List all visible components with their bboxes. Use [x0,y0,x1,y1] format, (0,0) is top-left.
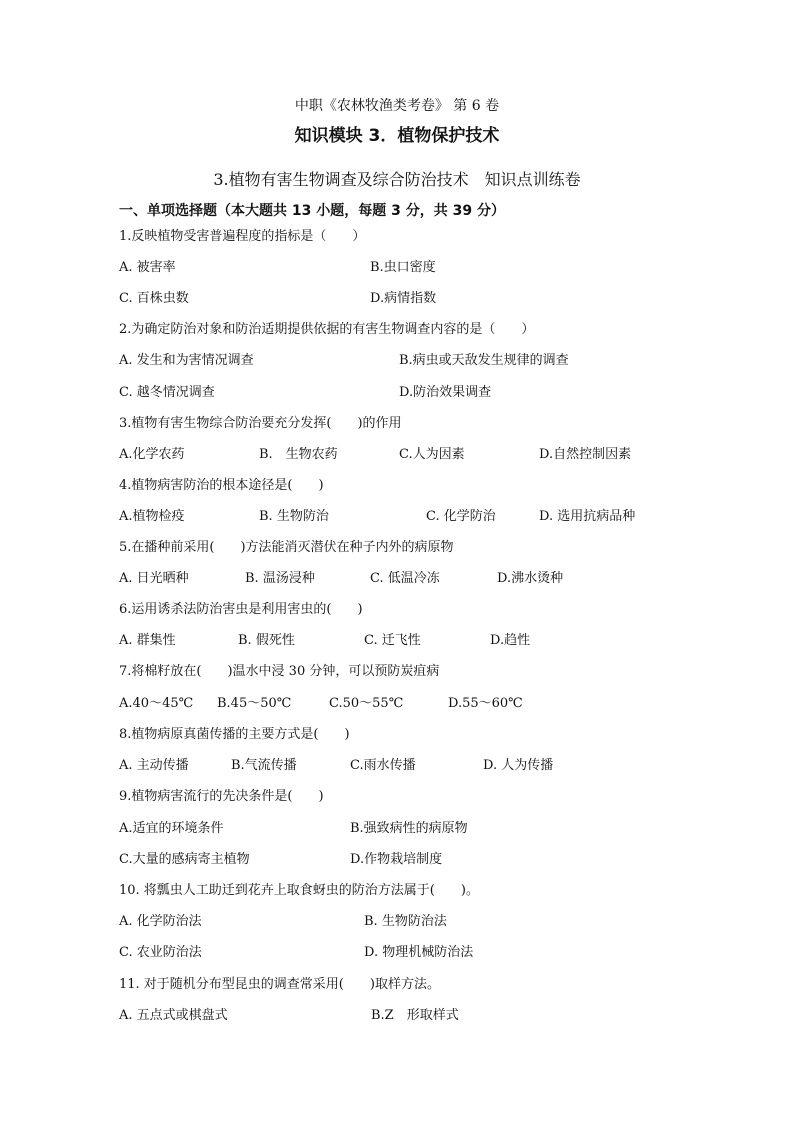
option-b: B. 生物防治法 [364,914,447,929]
question-stem: 7.将棉籽放在( )温水中浸 30 分钟，可以预防炭疽病 [119,664,440,679]
option-a: A.适宜的环境条件 [119,821,224,836]
exam-series: 中职《农林牧渔类考卷》 第 6 卷 [294,98,500,114]
option-c: C. 迁飞性 [364,633,421,648]
option-a: A. 化学防治法 [119,914,202,929]
option-b: B.强致病性的病原物 [350,821,468,836]
option-b: B.Z 形取样式 [371,1008,459,1023]
question-stem: 8.植物病原真菌传播的主要方式是( ) [119,727,350,742]
option-c: C. 低温冷冻 [370,571,440,586]
option-d: D.作物栽培制度 [350,852,443,867]
question-stem: 3.植物有害生物综合防治要充分发挥( )的作用 [119,416,402,431]
option-d: D.病情指数 [370,291,437,306]
option-d: D.趋性 [490,633,531,648]
option-c: C. 越冬情况调查 [119,385,215,400]
option-b: B. 生物农药 [259,447,338,462]
option-d: D. 物理机械防治法 [364,945,474,960]
question-stem: 1.反映植物受害普遍程度的指标是（ ） [119,229,366,244]
option-c: C.雨水传播 [350,758,416,773]
module-title: 知识模块 3．植物保护技术 [294,126,500,146]
option-a: A. 群集性 [119,633,176,648]
paper-subtitle: 3.植物有害生物调查及综合防治技术 知识点训练卷 [213,170,581,189]
question-stem: 5.在播种前采用( )方法能消灭潜伏在种子内外的病原物 [119,540,454,555]
option-c: C.大量的感病寄主植物 [119,852,250,867]
question-stem: 11. 对于随机分布型昆虫的调查常采用( )取样方法。 [119,977,440,992]
option-a: A. 被害率 [119,260,176,275]
option-a: A. 五点式或棋盘式 [119,1008,228,1023]
question-stem: 6.运用诱杀法防治害虫是利用害虫的( ) [119,602,363,617]
option-c: C. 化学防治 [426,509,496,524]
option-b: B.45～50℃ [217,696,292,711]
question-stem: 2.为确定防治对象和防治适期提供依据的有害生物调查内容的是（ ） [119,322,535,337]
option-c: C.人为因素 [399,447,465,462]
option-c: C. 农业防治法 [119,945,202,960]
option-a: A.40～45℃ [119,696,194,711]
option-c: C.50～55℃ [329,696,404,711]
option-b: B.虫口密度 [370,260,436,275]
option-d: D. 选用抗病品种 [539,509,636,524]
option-a: A. 日光晒种 [119,571,189,586]
option-d: D.55～60℃ [448,696,523,711]
option-a: A.化学农药 [119,447,185,462]
question-stem: 4.植物病害防治的根本途径是( ) [119,478,324,493]
option-b: B. 假死性 [238,633,295,648]
option-d: D.沸水烫种 [497,571,564,586]
option-a: A.植物检疫 [119,509,185,524]
option-a: A. 发生和为害情况调查 [119,353,254,368]
section-title: 一、单项选择题（本大题共 13 小题，每题 3 分，共 39 分） [119,203,505,219]
option-b: B. 温汤浸种 [245,571,315,586]
question-stem: 10. 将瓢虫人工助迁到花卉上取食蚜虫的防治方法属于( )。 [119,883,479,898]
option-c: C. 百株虫数 [119,291,189,306]
option-a: A. 主动传播 [119,758,189,773]
option-b: B.病虫或天敌发生规律的调查 [399,353,569,368]
option-d: D.自然控制因素 [539,447,632,462]
option-d: D. 人为传播 [483,758,554,773]
option-d: D.防治效果调查 [399,385,492,400]
question-stem: 9.植物病害流行的先决条件是( ) [119,789,324,804]
option-b: B.气流传播 [231,758,297,773]
option-b: B. 生物防治 [259,509,329,524]
